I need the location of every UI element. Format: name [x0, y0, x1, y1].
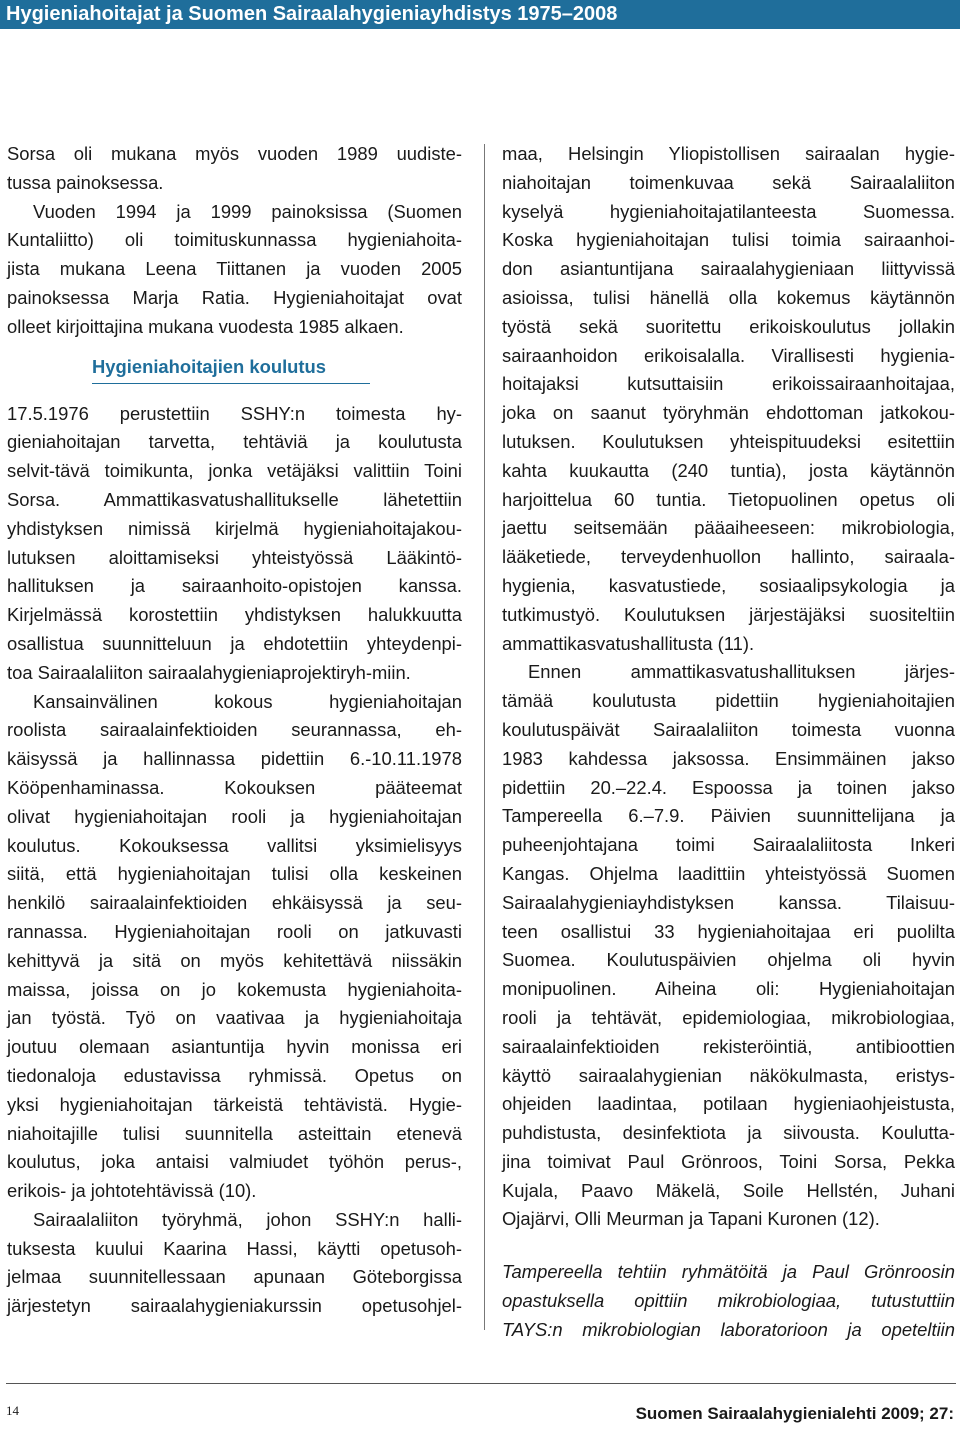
- text-line: rooli ja tehtävät, epidemiologiaa, mikrobiologiaa,: [502, 1006, 955, 1028]
- column-divider: [484, 144, 485, 1330]
- text-line: järjestetyn sairaalahygieniakurssin opetusohjel-: [7, 1295, 462, 1317]
- text-line: selvit-tävä toimikunta, jonka vetäjäksi valittiin Toini: [7, 460, 462, 482]
- text-line: joutuu olemaan asiantuntija hyvin monissa eri: [7, 1036, 462, 1058]
- text-line: painoksessa Marja Ratia. Hygieniahoitajat ovat: [7, 286, 462, 308]
- text-line: Sairaalahygieniayhdistyksen kanssa. Tilaisuu-: [502, 891, 955, 913]
- text-line: lutuksen aloittamiseksi yhteistyössä Lääkintö-: [7, 546, 462, 568]
- text-line: Suomea. Koulutuspäivien ohjelma oli hyvin: [502, 949, 955, 971]
- text-line: Ennen ammattikasvatushallituksen järjes-: [528, 661, 955, 683]
- text-line: Kööpenhaminassa. Kokouksen pääteemat: [7, 776, 462, 798]
- text-line: monipuolinen. Aiheina oli: Hygieniahoitajan: [502, 978, 955, 1000]
- text-line: ohjeiden laadintaa, potilaan hygieniaohjeistusta,: [502, 1093, 955, 1115]
- text-line: niahoitajan toimenkuvaa sekä Sairaalaliiton: [502, 171, 955, 193]
- text-line: Kangas. Ohjelma laadittiin yhteistyössä Suomen: [502, 862, 955, 884]
- text-line: rannassa. Hygieniahoitajan rooli on jatkuvasti: [7, 920, 462, 942]
- text-line: jan työstä. Työ on vaativaa ja hygieniahoitaja: [7, 1007, 462, 1029]
- text-line: jaettu seitsemään pääaiheeseen: mikrobiologia,: [502, 517, 955, 539]
- paragraph: [7, 1206, 462, 1321]
- paragraph: [502, 140, 955, 658]
- paragraph: [7, 400, 462, 688]
- text-line: lutuksen. Koulutuksen yhteispituudeksi esitettiin: [502, 430, 955, 452]
- text-line: työstä sekä suoritettu erikoiskoulutus jollakin: [502, 315, 955, 337]
- text-line: hallituksen ja sairaanhoito-opistojen kanssa.: [7, 575, 462, 597]
- text-line: puheenjohtajana toimi Sairaalaliitosta Inkeri: [502, 834, 955, 856]
- text-line: 17.5.1976 perustettiin SSHY:n toimesta hy-: [7, 402, 462, 424]
- text-line: käyttö sairaalahygienian näkökulmasta, eristys-: [502, 1064, 955, 1086]
- text-line: harjoittelua 60 tuntia. Tietopuolinen opetus oli: [502, 488, 955, 510]
- text-line: pidettiin 20.–22.4. Espoossa ja toinen jakso: [502, 776, 955, 798]
- text-line: lääketiede, terveydenhuollon hallinto, sairaala-: [502, 546, 955, 568]
- text-line: toa Sairaalaliiton sairaalahygieniaprojektiryh-miin.: [7, 661, 411, 683]
- section-heading-wrap: [7, 353, 462, 384]
- text-line: TAYS:n mikrobiologian laboratorioon ja opeteltiin: [502, 1318, 955, 1340]
- text-line: olleet kirjoittajina mukana vuodesta 1985 alkaen.: [7, 315, 404, 337]
- text-line: niahoitajille tulisi suunnitella asteittain etenevä: [7, 1122, 462, 1144]
- text-line: siitä, että hygieniahoitajan tulisi olla keskeinen: [7, 863, 462, 885]
- text-line: jelmaa suunnitellessaan apunaan Göteborgissa: [7, 1266, 462, 1288]
- text-line: Ojajärvi, Olli Meurman ja Tapani Kuronen (12).: [502, 1208, 880, 1230]
- text-line: henkilö sairaalainfektioiden ehkäisyssä ja seu-: [7, 892, 462, 914]
- text-line: yhdistyksen nimissä kirjelmä hygieniahoitajakou-: [7, 517, 462, 539]
- text-line: don asiantuntijana sairaalahygieniaan liittyvissä: [502, 258, 955, 280]
- text-line: opastuksella opittiin mikrobiologiaa, tutustuttiin: [502, 1290, 955, 1312]
- right-column: [502, 140, 955, 1345]
- paragraph: [7, 140, 462, 198]
- text-line: käisyssä ja hallinnassa pidettiin 6.-10.11.1978: [7, 748, 462, 770]
- header-bar: [0, 0, 960, 29]
- text-line: koulutus, joka antaisi valmiudet työhön perus-,: [7, 1151, 462, 1173]
- page-header-title: Hygieniahoitajat ja Suomen Sairaalahygieniayhdistys 1975–2008: [6, 3, 618, 25]
- text-line: osallistua suunnitteluun ja ehdotettiin yhteydenpi-: [7, 632, 462, 654]
- text-line: puhdistusta, desinfektiota ja siivousta. Koulutta-: [502, 1122, 955, 1144]
- text-line: maa, Helsingin Yliopistollisen sairaalan hygie-: [502, 143, 955, 164]
- text-line: Kirjelmässä korostettiin yhdistyksen halukkuutta: [7, 604, 462, 626]
- text-line: Sairaalaliiton työryhmä, johon SSHY:n halli-: [33, 1208, 462, 1230]
- text-line: tussa painoksessa.: [7, 171, 164, 193]
- spacer: [502, 1234, 955, 1258]
- text-line: Kansainvälinen kokous hygieniahoitajan: [33, 690, 462, 712]
- text-line: sairaanhoidon erikoisalalla. Virallisesti hygienia-: [502, 344, 955, 366]
- text-line: maissa, joissa on jo kokemusta hygieniahoita-: [7, 978, 462, 1000]
- text-line: Sorsa oli mukana myös vuoden 1989 uudiste-: [7, 143, 462, 164]
- text-line: hoitajaksi kutsuttaisiin erikoissairaanhoitajaa,: [502, 373, 955, 395]
- text-line: Tampereella tehtiin ryhmätöitä ja Paul Grönroosin: [502, 1261, 955, 1283]
- text-line: asioissa, tulisi hänellä olla kokemus käytännön: [502, 286, 955, 308]
- footer-rule: [6, 1383, 956, 1384]
- journal-name: Suomen Sairaalahygienialehti 2009; 27:: [635, 1404, 954, 1423]
- text-line: ammattikasvatushallitusta (11).: [502, 632, 755, 654]
- paragraph: [7, 688, 462, 1206]
- text-line: erikois- ja johtotehtävissä (10).: [7, 1180, 257, 1202]
- text-line: kyselyä hygieniahoitajatilanteesta Suomessa.: [502, 200, 955, 222]
- text-line: sairaalainfektioiden rekisteröintiä, antibioottien: [502, 1035, 955, 1057]
- text-line: Tampereella 6.–7.9. Päivien suunnittelijana ja: [502, 805, 955, 827]
- text-line: 1983 kahdessa jaksossa. Ensimmäinen jakso: [502, 747, 955, 769]
- text-line: kahta kuukautta (240 tuntia), josta käytännön: [502, 459, 955, 481]
- text-line: Koska hygieniahoitajan tulisi toimia sairaanhoi-: [502, 229, 955, 251]
- text-line: kehittyvä ja sitä on myös kehitettävä niissäkin: [7, 949, 462, 971]
- text-line: koulutuspäivät Sairaalaliiton toimesta vuonna: [502, 718, 955, 740]
- text-line: roolista sairaalainfektioiden seurannassa, eh-: [7, 719, 462, 741]
- text-line: tiedonaloja edustavissa ryhmissä. Opetus on: [7, 1064, 462, 1086]
- text-line: yksi hygieniahoitajan tärkeistä tehtävistä. Hygie-: [7, 1093, 462, 1115]
- text-line: hygienia, kasvatustiede, sosiaalipsykologia ja: [502, 574, 955, 596]
- text-line: tutkimustyö. Koulutuksen järjestäjäksi suositeltiin: [502, 603, 955, 625]
- page-number: 14: [6, 1403, 19, 1418]
- text-line: olivat hygieniahoitajan rooli ja hygieniahoitajan: [7, 805, 462, 827]
- text-line: gieniahoitajan tarvetta, tehtäviä ja koulutusta: [7, 431, 462, 453]
- text-line: Kujala, Paavo Mäkelä, Soile Hellstén, Juhani: [502, 1179, 955, 1201]
- text-line: joka on saanut työryhmän ehdottoman jatkokou-: [502, 402, 955, 424]
- text-line: tämää koulutusta pidettiin hygieniahoitajien: [502, 690, 955, 712]
- section-heading: Hygieniahoitajien koulutus: [92, 354, 370, 384]
- text-line: jina toimivat Paul Grönroos, Toini Sorsa, Pekka: [502, 1150, 955, 1172]
- left-column: [7, 140, 462, 1321]
- text-line: jista mukana Leena Tiittanen ja vuoden 2005: [7, 258, 462, 280]
- text-line: Kuntaliitto) oli toimituskunnassa hygieniahoita-: [7, 229, 462, 251]
- text-line: Sorsa. Ammattikasvatushallitukselle lähetettiin: [7, 488, 462, 510]
- text-line: koulutus. Kokouksessa vallitsi yksimielisyys: [7, 834, 462, 856]
- paragraph: [502, 658, 955, 1234]
- text-line: tuksesta kuului Kaarina Hassi, käytti opetusoh-: [7, 1237, 462, 1259]
- photo-caption: [502, 1258, 955, 1344]
- text-line: Vuoden 1994 ja 1999 painoksissa (Suomen: [33, 200, 462, 222]
- paragraph: [7, 198, 462, 342]
- text-line: teen osallistui 33 hygieniahoitajaa eri puolilta: [502, 920, 955, 942]
